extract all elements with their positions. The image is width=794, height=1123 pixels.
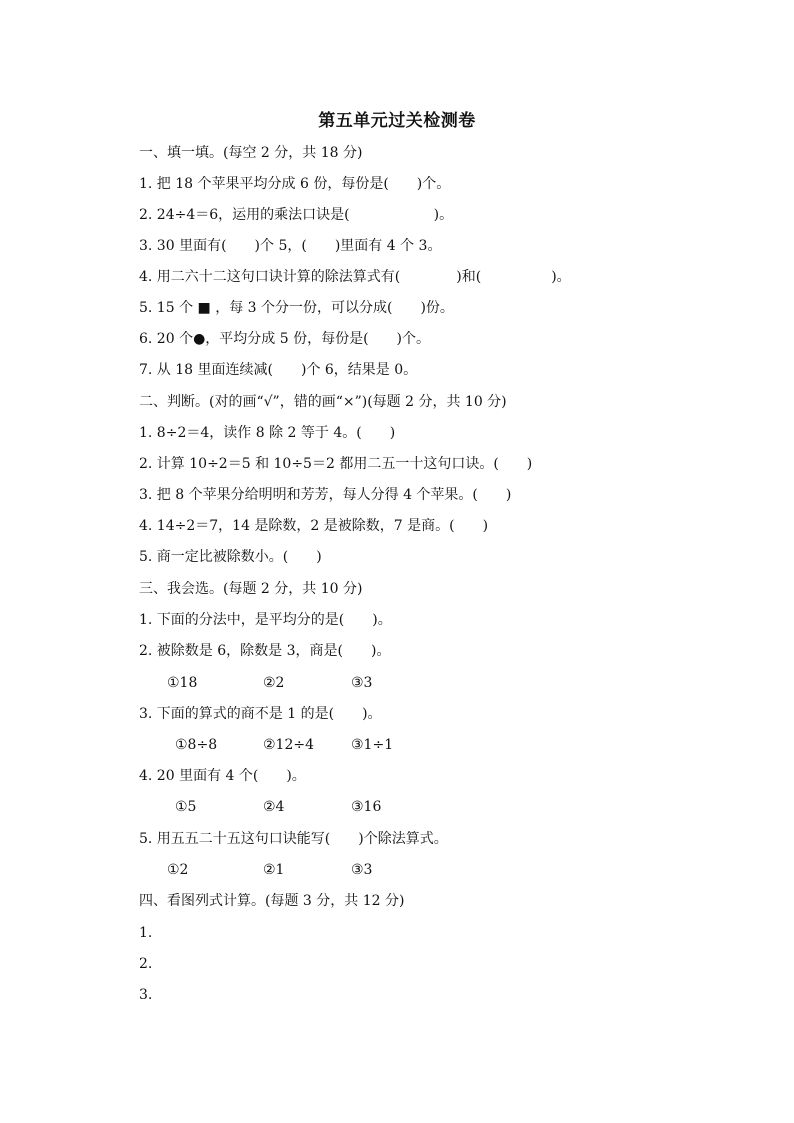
- fill-question: 2. 24÷4＝6，运用的乘法口诀是( )。: [139, 207, 454, 223]
- section-4-heading: 四、看图列式计算。(每题 3 分，共 12 分): [139, 893, 405, 909]
- choice-question: 1. 下面的分法中，是平均分的是( )。: [139, 612, 392, 628]
- judge-question: 1. 8÷2＝4，读作 8 除 2 等于 4。( ): [139, 425, 396, 441]
- choice-option: ②12÷4: [263, 737, 315, 753]
- choice-option: ③16: [351, 799, 382, 815]
- picture-question: 2.: [139, 956, 153, 972]
- choice-option: ①18: [167, 675, 198, 691]
- picture-question: 1.: [139, 925, 153, 941]
- judge-question: 4. 14÷2＝7，14 是除数，2 是被除数，7 是商。( ): [139, 518, 489, 534]
- judge-question: 5. 商一定比被除数小。( ): [139, 549, 322, 565]
- choice-option: ③1÷1: [351, 737, 394, 753]
- choice-option: ①5: [175, 799, 197, 815]
- choice-option: ③3: [351, 862, 373, 878]
- fill-question: 1. 把 18 个苹果平均分成 6 份，每份是( )个。: [139, 176, 451, 192]
- page-title: 第五单元过关检测卷: [318, 111, 476, 131]
- choice-option: ②4: [263, 799, 285, 815]
- judge-question: 3. 把 8 个苹果分给明明和芳芳，每人分得 4 个苹果。( ): [139, 487, 512, 503]
- choice-question: 4. 20 里面有 4 个( )。: [139, 768, 306, 784]
- fill-question: 7. 从 18 里面连续减( )个 6，结果是 0。: [139, 362, 418, 378]
- section-2-heading: 二、判断。(对的画“√”，错的画“×”)(每题 2 分，共 10 分): [139, 394, 507, 410]
- fill-question: 6. 20 个●，平均分成 5 份，每份是( )个。: [139, 331, 431, 347]
- fill-question: 5. 15 个 ■ ，每 3 个分一份，可以分成( )份。: [139, 300, 454, 316]
- choice-question: 5. 用五五二十五这句口诀能写( )个除法算式。: [139, 831, 448, 847]
- fill-question: 3. 30 里面有( )个 5，( )里面有 4 个 3。: [139, 238, 442, 254]
- choice-option: ①8÷8: [175, 737, 218, 753]
- choice-option: ②1: [263, 862, 285, 878]
- section-3-heading: 三、我会选。(每题 2 分，共 10 分): [139, 581, 363, 597]
- choice-option: ②2: [263, 675, 285, 691]
- fill-question: 4. 用二六十二这句口诀计算的除法算式有( )和( )。: [139, 269, 571, 285]
- section-1-heading: 一、填一填。(每空 2 分，共 18 分): [139, 145, 363, 161]
- choice-option: ①2: [167, 862, 189, 878]
- choice-question: 3. 下面的算式的商不是 1 的是( )。: [139, 706, 382, 722]
- picture-question: 3.: [139, 987, 153, 1003]
- choice-question: 2. 被除数是 6，除数是 3，商是( )。: [139, 643, 391, 659]
- choice-option: ③3: [351, 675, 373, 691]
- judge-question: 2. 计算 10÷2＝5 和 10÷5＝2 都用二五一十这句口诀。( ): [139, 456, 533, 472]
